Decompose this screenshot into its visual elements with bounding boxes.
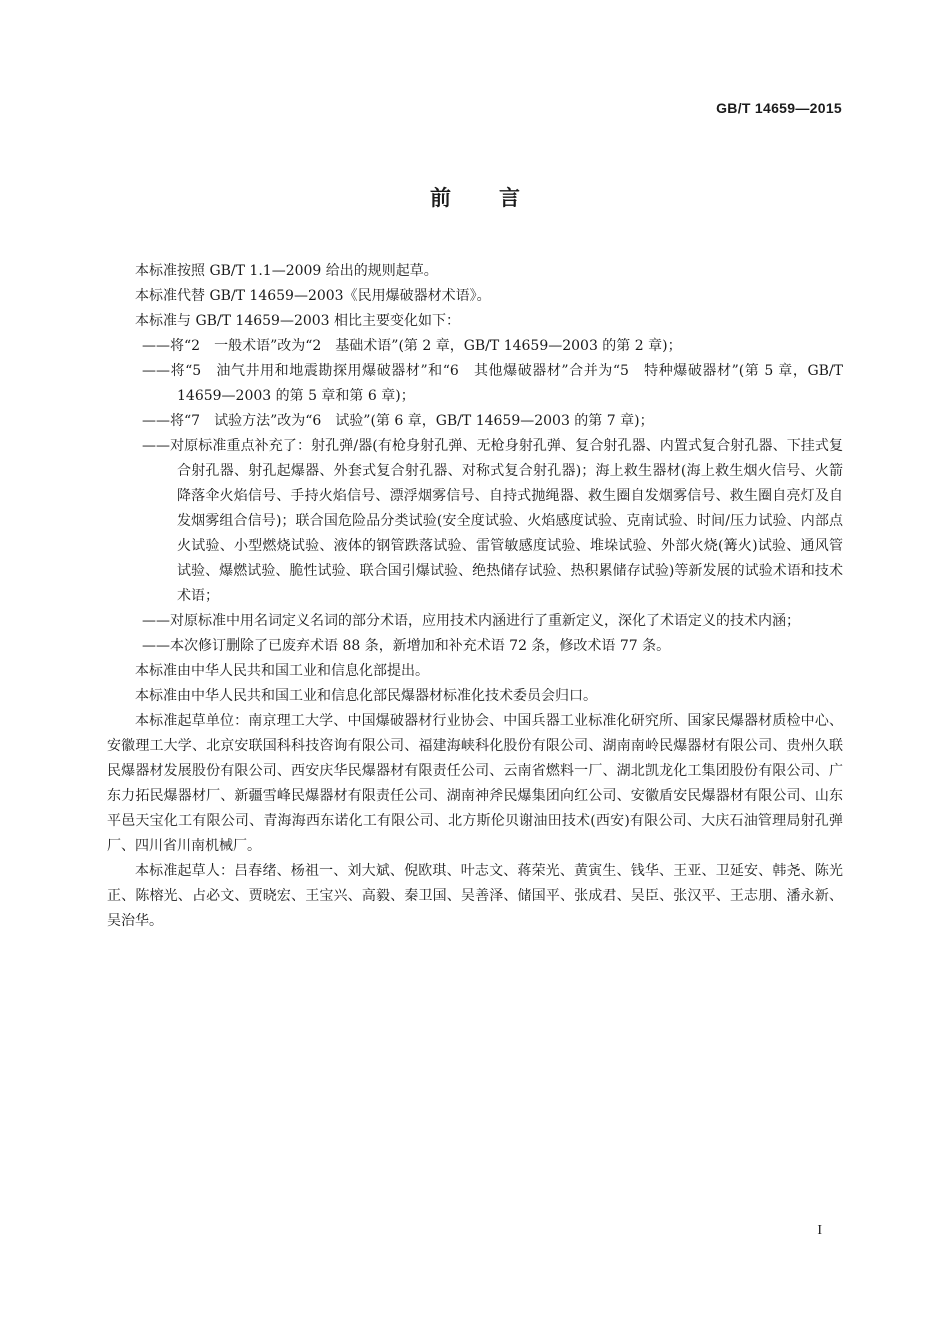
- paragraph-drafting-units: 本标准起草单位：南京理工大学、中国爆破器材行业协会、中国兵器工业标准化研究所、国家民爆器材质检中心、安徽理工大学、北京安联国科科技咨询有限公司、福建海峡科化股份有限公司、湖南南岭民爆器材有限公司、贵州久联民爆器材发展股份有限公司、西安庆华民爆器材有限责任公司、云南省燃料一厂、湖北凯龙化工集团股份有限公司、广东力拓民爆器材厂、新疆雪峰民爆器材有限责任公司、湖南神斧民爆集团向红公司、安徽盾安民爆器材有限公司、山东平邑天宝化工有限公司、青海海西东诺化工有限公司、北方斯伦贝谢油田技术(西安)有限公司、大庆石油管理局射孔弹厂、四川省川南机械厂。: [107, 713, 843, 854]
- change-item: ——将“2 一般术语”改为“2 基础术语”(第 2 章，GB/T 14659—2003 的第 2 章)；: [142, 338, 682, 354]
- paragraph-committee: 本标准由中华人民共和国工业和信息化部民爆器材标准化技术委员会归口。: [135, 688, 597, 704]
- page-title: 前言: [430, 185, 568, 210]
- change-item: ——对原标准重点补充了：射孔弹/器(有枪身射孔弹、无枪身射孔弹、复合射孔器、内置式复合射孔器、下挂式复合射孔器、射孔起爆器、外套式复合射孔器、对称式复合射孔器)；海上救生器材(海上救生烟火信号、火箭降落伞火焰信号、手持火焰信号、漂浮烟雾信号、自持式抛绳器、救生圈自发烟雾信号、救生圈自亮灯及自发烟雾组合信号)；联合国危险品分类试验(安全度试验、火焰感度试验、克南试验、时间/压力试验、内部点火试验、小型燃烧试验、液体的钢管跌落试验、雷管敏感度试验、堆垛试验、外部火烧(篝火)试验、通风管试验、爆燃试验、脆性试验、联合国引爆试验、绝热储存试验、热积累储存试验)等新发展的试验术语和技术术语；: [142, 438, 843, 604]
- change-item: ——对原标准中用名词定义名词的部分术语，应用技术内涵进行了重新定义，深化了术语定义的技术内涵；: [142, 613, 800, 629]
- paragraph-drafting-rules: 本标准按照 GB/T 1.1—2009 给出的规则起草。: [135, 263, 438, 279]
- standard-code: GB/T 14659—2015: [716, 100, 842, 116]
- paragraph-proposer: 本标准由中华人民共和国工业和信息化部提出。: [135, 663, 429, 679]
- paragraph-drafters: 本标准起草人：吕春绪、杨祖一、刘大斌、倪欧琪、叶志文、蒋荣光、黄寅生、钱华、王亚、卫延安、韩尧、陈光正、陈榕光、占必文、贾晓宏、王宝兴、高毅、秦卫国、吴善泽、储国平、张成君、吴臣、张汉平、王志朋、潘永新、吴治华。: [107, 863, 843, 929]
- paragraph-changes-intro: 本标准与 GB/T 14659—2003 相比主要变化如下：: [135, 313, 461, 329]
- document-body: [107, 259, 843, 934]
- change-item: ——本次修订删除了已废弃术语 88 条，新增加和补充术语 72 条，修改术语 77 条。: [142, 638, 671, 654]
- paragraph-replaces: 本标准代替 GB/T 14659—2003《民用爆破器材术语》。: [135, 288, 491, 304]
- page-number: I: [817, 1223, 822, 1238]
- change-item: ——将“7 试验方法”改为“6 试验”(第 6 章，GB/T 14659—2003 的第 7 章)；: [142, 413, 654, 429]
- change-item: ——将“5 油气井用和地震勘探用爆破器材”和“6 其他爆破器材”合并为“5 特种爆破器材”(第 5 章，GB/T 14659—2003 的第 5 章和第 6 章)；: [142, 363, 843, 404]
